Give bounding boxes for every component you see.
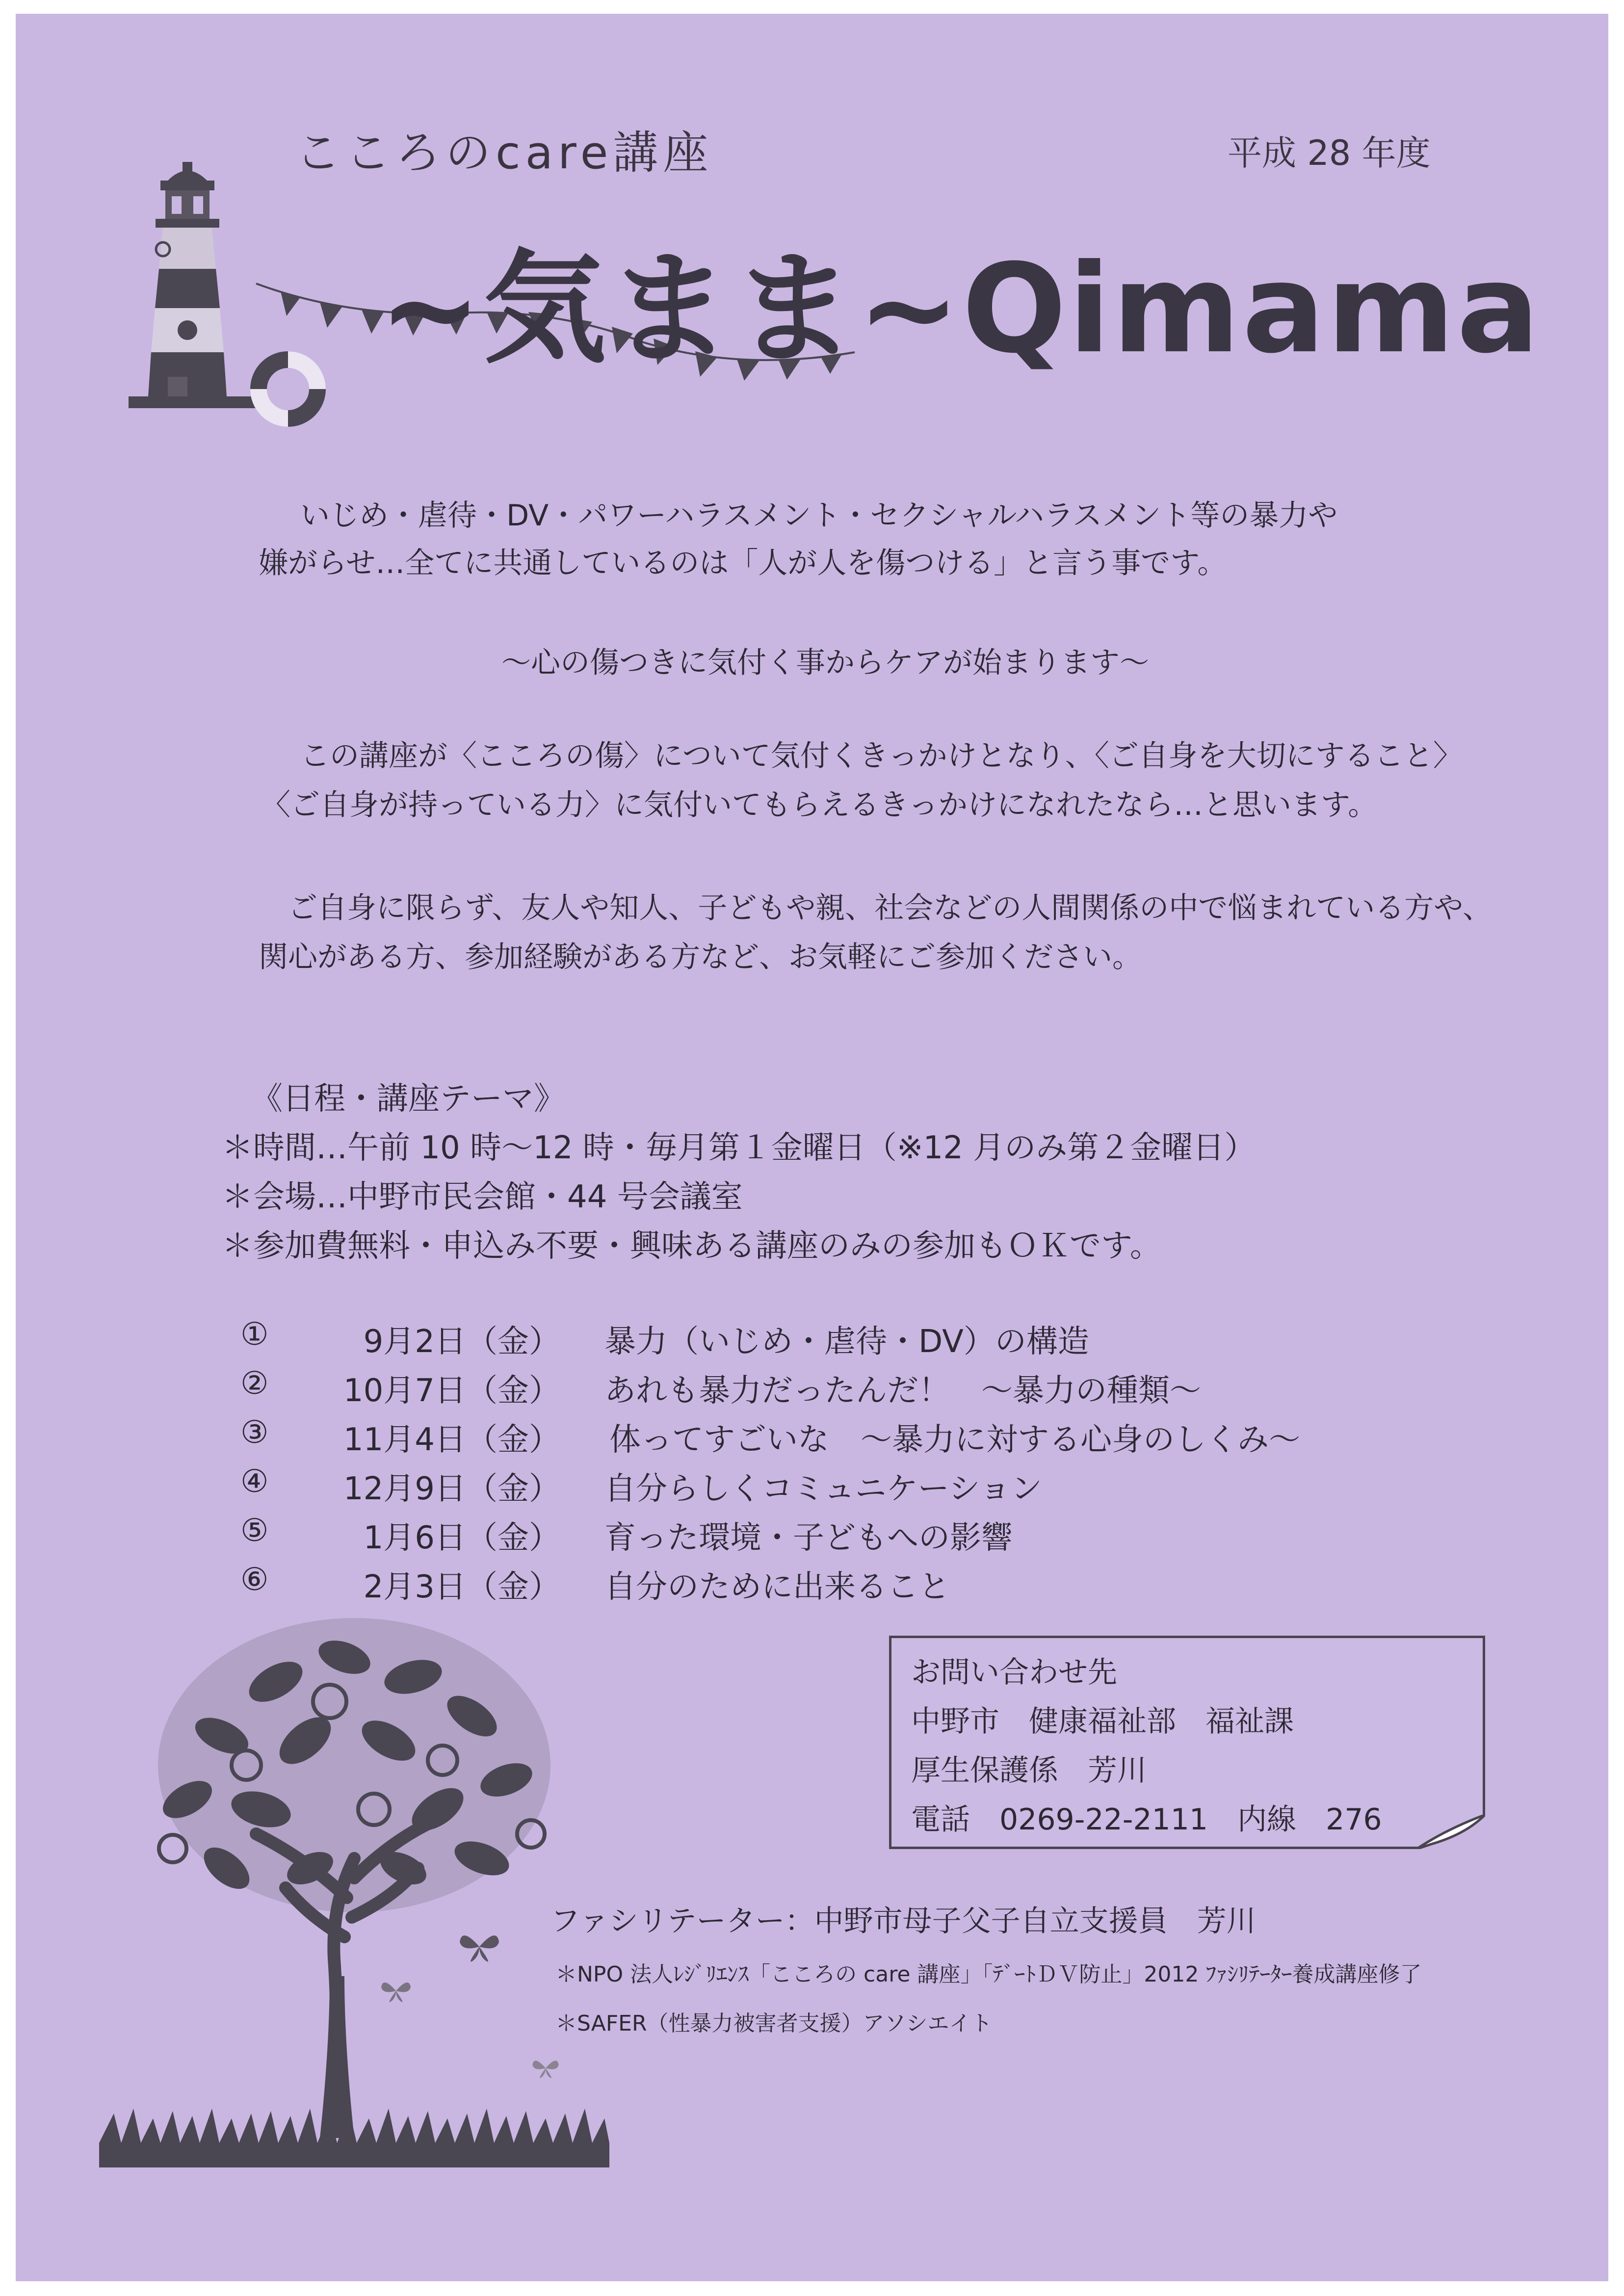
tree-illustration bbox=[99, 1603, 609, 2167]
schedule-time: ＊時間…午前 10 時～12 時・毎月第１金曜日（※12 月のみ第２金曜日） bbox=[222, 1130, 1256, 1166]
intro-para3-line-1: ご自身に限らず、友人や知人、子どもや親、社会などの人間関係の中で悩まれている方や、 bbox=[288, 891, 1492, 925]
intro-para3-line-2: 関心がある方、参加経験がある方など、お気軽にご参加ください。 bbox=[259, 940, 1142, 974]
main-title: ~気まま~Qimama bbox=[379, 237, 1542, 380]
contact-box bbox=[889, 1636, 1485, 1849]
contact-heading: お問い合わせ先 bbox=[911, 1655, 1117, 1690]
schedule-venue: ＊会場…中野市民会館・44 号会議室 bbox=[222, 1179, 743, 1215]
butterfly-icon bbox=[457, 1927, 501, 1966]
schedule-heading: 《日程・講座テーマ》 bbox=[251, 1081, 565, 1117]
intro-line-2: 嫌がらせ…全てに共通しているのは「人が人を傷つける」と言う事です。 bbox=[259, 546, 1227, 580]
session-number: ⑤ bbox=[240, 1513, 269, 1549]
session-date: 10月7日（金） bbox=[343, 1373, 560, 1409]
session-number: ④ bbox=[240, 1463, 269, 1500]
butterfly-icon bbox=[379, 1976, 413, 2006]
slogan: ～心の傷つきに気付く事からケアが始まります～ bbox=[501, 646, 1149, 680]
session-theme: 育った環境・子どもへの影響 bbox=[604, 1520, 1013, 1556]
session-theme: 自分らしくコミュニケーション bbox=[604, 1471, 1043, 1507]
facilitator-note-1: ＊NPO 法人ﾚｼﾞﾘｴﾝｽ「こころの care 講座」「ﾃﾞｰﾄＤＶ防止」2012 ﾌｧｼﾘﾃｰﾀｰ養成講座修了 bbox=[555, 1962, 1422, 1987]
facilitator-note-2: ＊SAFER（性暴力被害者支援）アソシエイト bbox=[555, 2011, 993, 2036]
session-number: ② bbox=[240, 1365, 269, 1402]
series-name: こころのcare講座 bbox=[295, 127, 713, 179]
session-date: 2月3日（金） bbox=[363, 1569, 560, 1605]
contact-section: 厚生保護係 芳川 bbox=[911, 1753, 1147, 1788]
intro-line-1: いじめ・虐待・DV・パワーハラスメント・セクシャルハラスメント等の暴力や bbox=[300, 498, 1338, 533]
session-number: ⑥ bbox=[240, 1562, 269, 1598]
session-theme: あれも暴力だったんだ！ ～暴力の種類～ bbox=[604, 1373, 1201, 1409]
session-theme: 暴力（いじめ・虐待・DV）の構造 bbox=[604, 1324, 1089, 1360]
session-theme: 体ってすごいな ～暴力に対する心身のしくみ～ bbox=[609, 1422, 1300, 1458]
flyer-page bbox=[16, 14, 1608, 2281]
butterfly-icon bbox=[531, 2055, 560, 2082]
facilitator-name: ファシリテーター：中野市母子父子自立支援員 芳川 bbox=[550, 1904, 1256, 1938]
session-date: 12月9日（金） bbox=[343, 1471, 560, 1507]
session-theme: 自分のために出来ること bbox=[604, 1569, 950, 1605]
session-date: 1月6日（金） bbox=[363, 1520, 560, 1556]
session-number: ③ bbox=[240, 1414, 269, 1451]
schedule-fee: ＊参加費無料・申込み不要・興味ある講座のみの参加もＯＫです。 bbox=[222, 1228, 1161, 1264]
lighthouse-illustration bbox=[109, 161, 266, 416]
intro-para2-line-1: この講座が〈こころの傷〉について気付くきっかけとなり、〈ご自身を大切にすること〉 bbox=[300, 739, 1463, 773]
session-date: 11月4日（金） bbox=[343, 1422, 560, 1458]
contact-phone: 電話 0269-22-2111 内線 276 bbox=[911, 1802, 1382, 1837]
fiscal-year: 平成 28 年度 bbox=[1228, 133, 1431, 173]
page-curl-icon bbox=[1416, 1815, 1485, 1849]
session-date: 9月2日（金） bbox=[363, 1324, 560, 1360]
intro-para2-line-2: 〈ご自身が持っている力〉に気付いてもらえるきっかけになれたなら…と思います。 bbox=[261, 788, 1378, 822]
session-number: ① bbox=[240, 1316, 269, 1353]
contact-org: 中野市 健康福祉部 福祉課 bbox=[911, 1704, 1294, 1739]
